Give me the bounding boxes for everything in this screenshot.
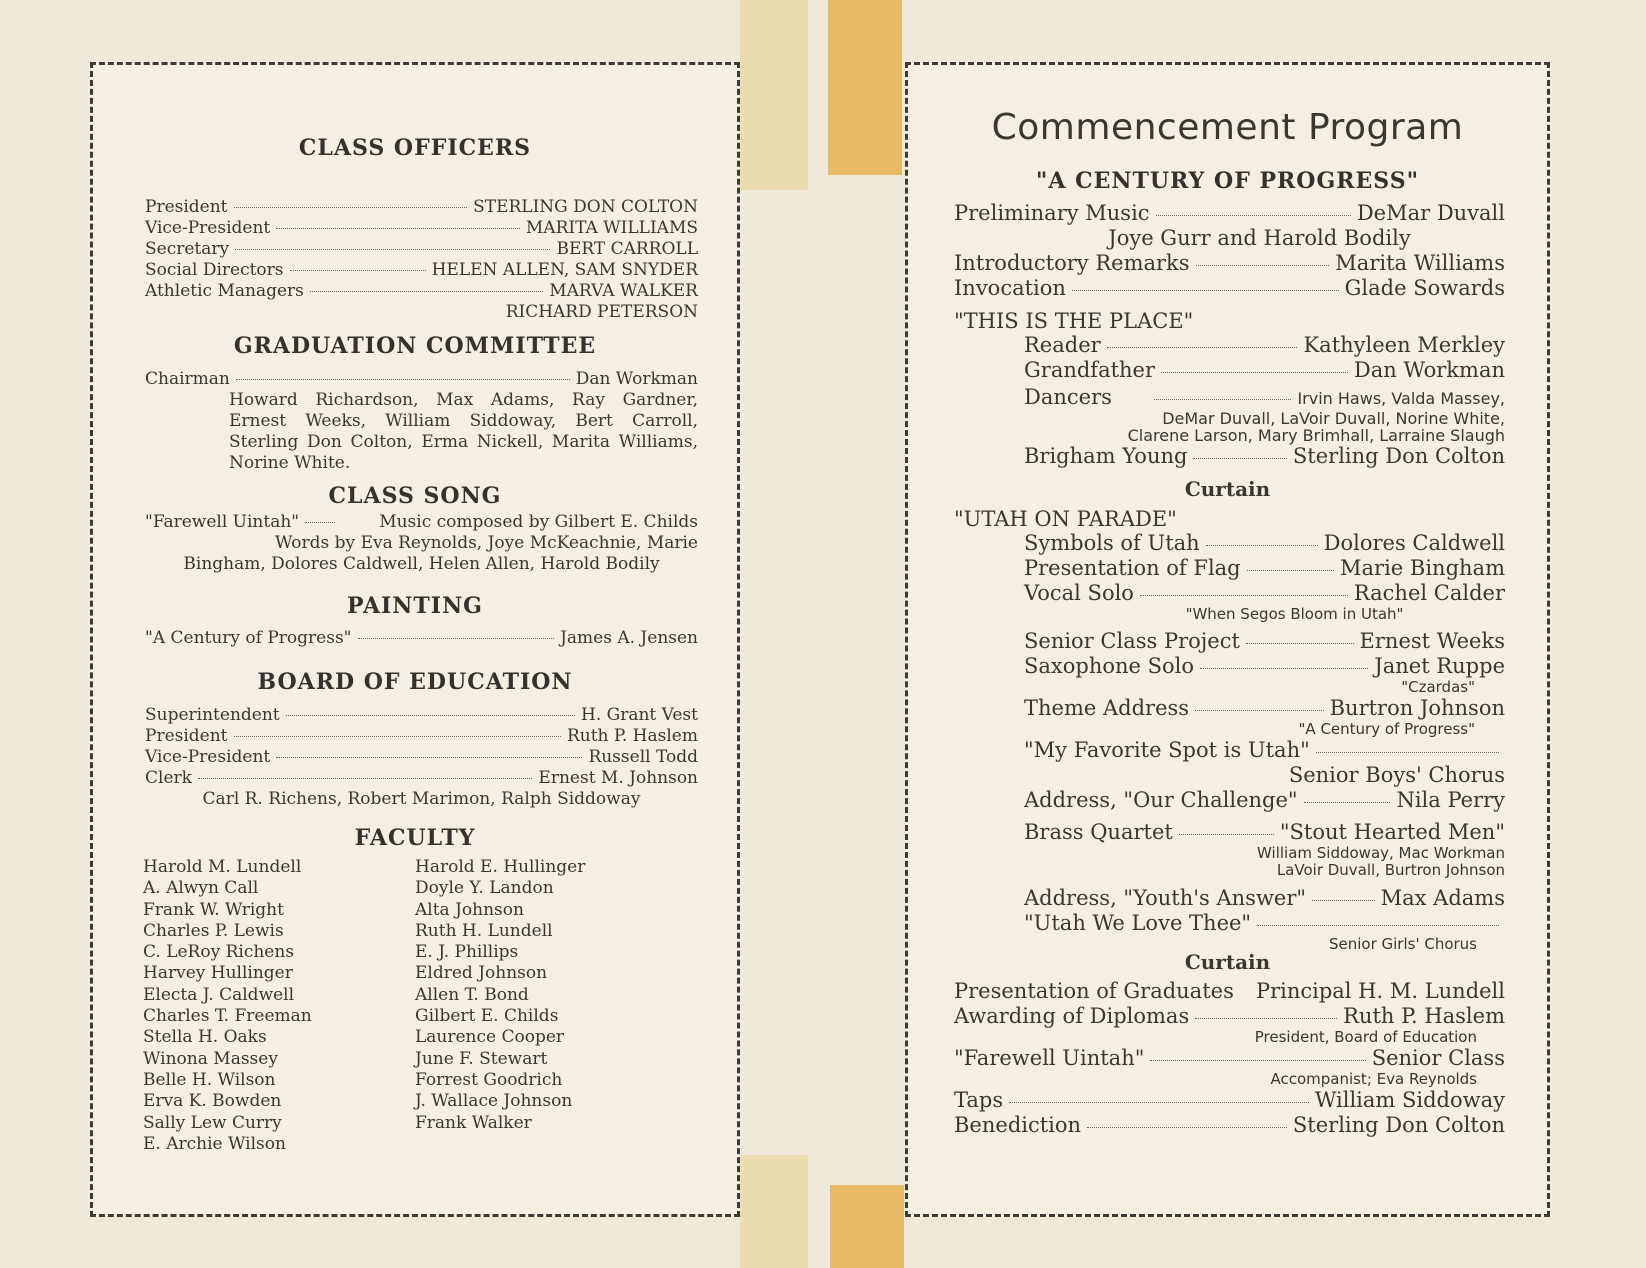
faculty-member: Harold M. Lundell — [143, 857, 302, 877]
program-row — [954, 1004, 1505, 1029]
program-row — [1024, 629, 1505, 654]
program-performer: Glade Sowards — [1344, 276, 1505, 300]
program-performer: Janet Ruppe — [1374, 654, 1505, 678]
curtain-label: Curtain — [1184, 477, 1271, 501]
program-item: Introductory Remarks — [954, 251, 1190, 275]
part1-section — [1024, 333, 1505, 469]
faculty-member: Charles T. Freeman — [143, 1006, 312, 1027]
program-row — [1024, 385, 1505, 410]
board-of-education-heading: BOARD OF EDUCATION — [257, 669, 573, 695]
faculty-member: C. LeRoy Richens — [143, 942, 295, 963]
program-row — [954, 979, 1505, 1004]
program-performer: "Stout Hearted Men" — [1279, 820, 1505, 844]
program-item: Brass Quartet — [1024, 820, 1173, 844]
faculty-member: Frank Walker — [415, 1112, 532, 1133]
board-row — [145, 747, 698, 768]
faculty-member: E. J. Phillips — [415, 942, 519, 963]
program-item: Reader — [1024, 333, 1101, 357]
closing-section — [954, 979, 1505, 1138]
right-page — [905, 62, 1550, 1217]
officer-name: BERT CARROLL — [556, 239, 698, 259]
painting-row — [145, 628, 698, 649]
faculty-column-1 — [143, 857, 312, 1155]
board-of-education — [145, 705, 698, 810]
part2-title: "UTAH ON PARADE" — [954, 507, 1177, 531]
faculty-column-2 — [415, 857, 585, 1134]
faculty-member: Alta Johnson — [415, 899, 524, 920]
program-item: Taps — [954, 1088, 1004, 1112]
program-row — [1024, 358, 1505, 383]
officer-title: Vice-President — [145, 218, 271, 238]
program-performer: Sterling Don Colton — [1292, 1113, 1505, 1137]
board-row — [145, 768, 698, 789]
chairman-row — [145, 369, 698, 390]
program-performer: Ruth P. Haslem — [1343, 1004, 1505, 1028]
tape-strip-bottom-right — [830, 1185, 904, 1268]
board-row — [145, 726, 698, 747]
favorite-performer: Senior Boys' Chorus — [1288, 763, 1505, 787]
officer-row — [145, 218, 698, 239]
faculty-member: Doyle Y. Landon — [415, 878, 554, 899]
faculty-member: Allen T. Bond — [415, 984, 529, 1005]
program-row — [1024, 531, 1505, 556]
faculty-member: Winona Massey — [143, 1048, 278, 1069]
program-item: Address, "Youth's Answer" — [1024, 886, 1307, 910]
class-song — [145, 512, 698, 575]
program-item: Preliminary Music — [954, 201, 1150, 225]
program-performer: Nila Perry — [1396, 788, 1505, 812]
officer-row — [145, 260, 698, 281]
program-row — [954, 201, 1505, 226]
board-title: Vice-President — [145, 747, 271, 767]
program-row — [954, 1113, 1505, 1138]
curtain-label-2: Curtain — [1184, 950, 1271, 974]
faculty-member: Ruth H. Lundell — [415, 920, 553, 941]
faculty-member: Electa J. Caldwell — [143, 984, 295, 1005]
brass-note2: LaVoir Duvall, Burtron Johnson — [1276, 861, 1505, 879]
painting — [145, 628, 698, 649]
officer-row — [145, 281, 698, 302]
faculty-member: Frank W. Wright — [143, 899, 284, 920]
faculty-member: Stella H. Oaks — [143, 1027, 267, 1048]
board-name: H. Grant Vest — [581, 705, 698, 725]
program-performer: Marie Bingham — [1340, 556, 1505, 580]
program-row — [1024, 788, 1505, 813]
officer-extra-name: RICHARD PETERSON — [505, 302, 698, 322]
brass-note1: William Siddoway, Mac Workman — [1257, 844, 1505, 862]
faculty-member: J. Wallace Johnson — [415, 1091, 573, 1112]
class-song-heading: CLASS SONG — [328, 483, 502, 509]
program-item: Presentation of Graduates — [954, 979, 1234, 1003]
sax-note: "Czardas" — [1401, 678, 1475, 696]
painting-artist: James A. Jensen — [560, 628, 698, 648]
board-name: Russell Todd — [588, 747, 698, 767]
program-row — [1024, 333, 1505, 358]
intro-section — [954, 201, 1505, 301]
program-row — [1024, 556, 1505, 581]
board-title: President — [145, 726, 228, 746]
program-performer: DeMar Duvall — [1356, 201, 1505, 225]
love-note: Senior Girls' Chorus — [1328, 935, 1477, 953]
tape-strip-top-right — [828, 0, 902, 175]
faculty-member: Harold E. Hullinger — [415, 857, 586, 877]
program-item: Senior Class Project — [1024, 629, 1240, 653]
tape-strip-top-left — [740, 0, 808, 190]
officer-title: Athletic Managers — [145, 281, 304, 301]
program-item: Address, "Our Challenge" — [1024, 788, 1298, 812]
class-officers-heading: CLASS OFFICERS — [298, 135, 532, 161]
board-row — [145, 705, 698, 726]
program-subtitle: "A CENTURY OF PROGRESS" — [1035, 168, 1420, 194]
faculty-member: Sally Lew Curry — [143, 1112, 282, 1133]
program-item: "My Favorite Spot is Utah" — [1024, 738, 1310, 762]
program-item: Grandfather — [1024, 358, 1156, 382]
left-page — [90, 62, 740, 1217]
dancers-line1: Irvin Haws, Valda Massey, — [1297, 389, 1505, 408]
officer-title: President — [145, 197, 228, 217]
officer-row — [145, 239, 698, 260]
program-performer: Dan Workman — [1353, 358, 1505, 382]
farewell-note: Accompanist; Eva Reynolds — [1270, 1070, 1477, 1088]
program-item: Brigham Young — [1024, 444, 1188, 468]
officer-title: Secretary — [145, 239, 230, 259]
program-row — [954, 1046, 1505, 1071]
officer-row — [145, 197, 698, 218]
faculty-member: E. Archie Wilson — [143, 1133, 286, 1154]
program-performer: Marita Williams — [1335, 251, 1505, 275]
board-title: Superintendent — [145, 705, 280, 725]
class-officers-list — [145, 197, 698, 323]
program-item: Theme Address — [1024, 696, 1190, 720]
faculty-member: Laurence Cooper — [415, 1027, 565, 1048]
program-item: Vocal Solo — [1024, 581, 1134, 605]
program-item: Benediction — [954, 1113, 1082, 1137]
faculty-member: Forrest Goodrich — [415, 1069, 563, 1090]
program-performer: Rachel Calder — [1353, 581, 1505, 605]
graduation-committee-heading: GRADUATION COMMITTEE — [233, 333, 597, 359]
officer-title: Social Directors — [145, 260, 284, 280]
program-item: "Farewell Uintah" — [954, 1046, 1145, 1070]
program-row — [954, 251, 1505, 276]
program-performer: Dolores Caldwell — [1323, 531, 1505, 555]
officer-name: MARITA WILLIAMS — [525, 218, 698, 238]
diplomas-note: President, Board of Education — [1254, 1028, 1477, 1046]
board-name: Ruth P. Haslem — [566, 726, 698, 746]
program-performer: Senior Class — [1371, 1046, 1505, 1070]
program-item: Invocation — [954, 276, 1066, 300]
program-row — [1024, 738, 1505, 763]
program-row — [1024, 886, 1505, 911]
officer-name: HELEN ALLEN, SAM SNYDER — [431, 260, 698, 280]
faculty-member: June F. Stewart — [415, 1048, 548, 1069]
faculty-member: Harvey Hullinger — [143, 963, 293, 984]
program-row — [954, 276, 1505, 301]
song-words-line1: Words by Eva Reynolds, Joye McKeachnie, Marie — [274, 533, 698, 553]
dancers-line2: DeMar Duvall, LaVoir Duvall, Norine White, — [1162, 409, 1505, 428]
song-words-line2: Bingham, Dolores Caldwell, Helen Allen, Harold Bodily — [183, 554, 660, 574]
part2-section — [1024, 531, 1505, 953]
program-performer: Ernest Weeks — [1359, 629, 1505, 653]
class-song-row — [145, 512, 698, 533]
program-row — [1024, 911, 1505, 936]
faculty-heading: FACULTY — [354, 825, 476, 851]
dancers-line3: Clarene Larson, Mary Brimhall, Larraine Slaugh — [1127, 426, 1505, 445]
board-title: Clerk — [145, 768, 192, 788]
faculty-member: Charles P. Lewis — [143, 920, 284, 941]
graduation-committee — [145, 369, 698, 474]
song-composer: Music composed by Gilbert E. Childs — [379, 512, 698, 532]
program-item: "Utah We Love Thee" — [1024, 911, 1252, 935]
vocal-note: "When Segos Bloom in Utah" — [1185, 605, 1404, 623]
program-row — [1024, 696, 1505, 721]
program-title: Commencement Program — [991, 107, 1464, 148]
board-members: Carl R. Richens, Robert Marimon, Ralph Siddoway — [202, 789, 641, 809]
board-name: Ernest M. Johnson — [538, 768, 698, 788]
program-row — [1024, 581, 1505, 606]
chairman-name: Dan Workman — [575, 369, 698, 389]
program-row — [954, 1088, 1505, 1113]
officer-name: STERLING DON COLTON — [473, 197, 698, 217]
faculty-member: Eldred Johnson — [415, 963, 548, 984]
faculty-member: Belle H. Wilson — [143, 1069, 276, 1090]
program-item: Saxophone Solo — [1024, 654, 1195, 678]
program-row — [1024, 820, 1505, 845]
program-performer: Max Adams — [1380, 886, 1505, 910]
faculty-member: Gilbert E. Childs — [415, 1006, 559, 1027]
program-item: Symbols of Utah — [1024, 531, 1200, 555]
program-item: Presentation of Flag — [1024, 556, 1241, 580]
program-performer: Kathyleen Merkley — [1303, 333, 1505, 357]
program-row — [1024, 654, 1505, 679]
faculty-member: A. Alwyn Call — [143, 878, 259, 899]
painting-heading: PAINTING — [347, 593, 483, 619]
theme-note: "A Century of Progress" — [1298, 720, 1475, 738]
painting-title: "A Century of Progress" — [145, 628, 352, 648]
chairman-label: Chairman — [145, 369, 230, 389]
song-title: "Farewell Uintah" — [145, 512, 300, 532]
program-performer: William Siddoway — [1314, 1088, 1505, 1112]
prelim-extra: Joye Gurr and Harold Bodily — [1108, 226, 1411, 250]
faculty-member: Erva K. Bowden — [143, 1091, 282, 1112]
program-item: Dancers — [1024, 385, 1112, 409]
committee-members: Howard Richardson, Max Adams, Ray Gardner, Ernest Weeks, William Siddoway, Bert Carroll, Sterling Don Colton, Erma Nickell, Marita Williams, Norine White. — [229, 390, 698, 473]
program-item: Awarding of Diplomas — [954, 1004, 1190, 1028]
program-performer: Burtron Johnson — [1329, 696, 1505, 720]
program-performer: Principal H. M. Lundell — [1255, 979, 1505, 1003]
tape-strip-bottom-left — [740, 1155, 808, 1268]
part1-title: "THIS IS THE PLACE" — [954, 309, 1194, 333]
program-row — [1024, 444, 1505, 469]
officer-name: MARVA WALKER — [549, 281, 698, 301]
program-performer: Sterling Don Colton — [1292, 444, 1505, 468]
